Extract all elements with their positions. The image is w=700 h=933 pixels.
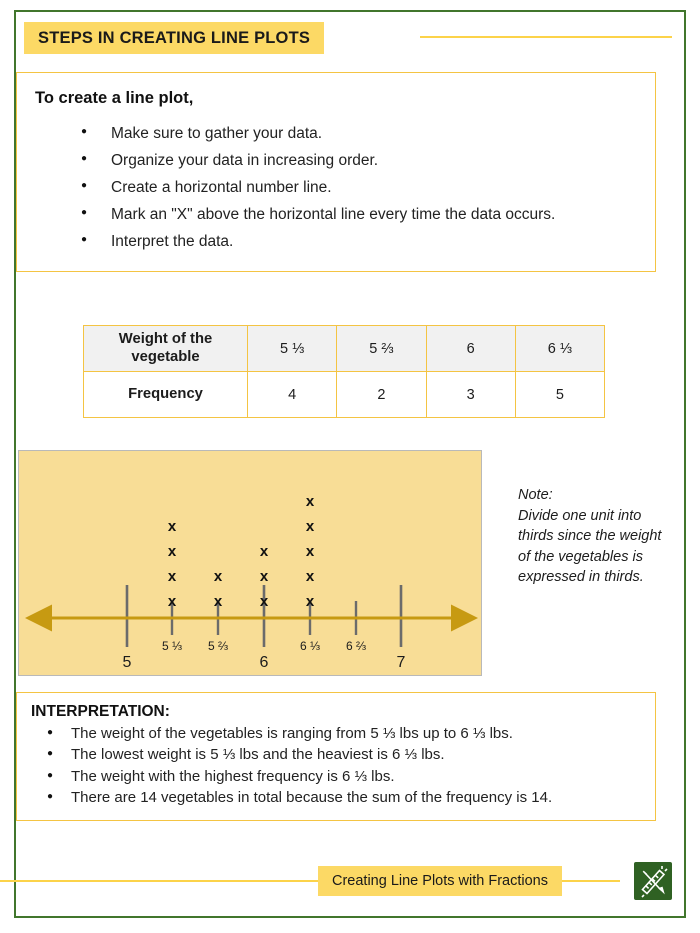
axis-label-minor: 5 ⅔ xyxy=(207,639,229,653)
line-plot-svg xyxy=(19,451,481,675)
plot-x-mark: x xyxy=(259,543,269,560)
steps-intro: To create a line plot, xyxy=(35,89,194,107)
list-item: ● The lowest weight is 5 ⅓ lbs and the heaviest is 6 ⅓ lbs. xyxy=(47,744,641,765)
plot-x-mark: x xyxy=(305,493,315,510)
table-cell-frequency: 2 xyxy=(337,372,426,418)
list-item: ● Mark an "X" above the horizontal line every time the data occurs. xyxy=(81,203,637,227)
table-row-label: Weight of the vegetable xyxy=(84,326,248,372)
table-cell-frequency: 5 xyxy=(515,372,604,418)
note-text: Divide one unit into thirds since the weight of the vegetables is expressed in thirds. xyxy=(518,507,662,586)
table-row-label: Frequency xyxy=(84,372,248,418)
plot-x-mark: x xyxy=(259,593,269,610)
line-plot-panel xyxy=(18,450,482,676)
table-cell-weight: 5 ⅓ xyxy=(248,326,337,372)
interpretation-title: INTERPRETATION: xyxy=(31,703,170,720)
table-cell-frequency: 3 xyxy=(426,372,515,418)
plot-x-mark: x xyxy=(305,593,315,610)
list-item: ● Make sure to gather your data. xyxy=(81,122,637,146)
interpretation-box xyxy=(16,692,656,821)
table-cell-weight: 6 xyxy=(426,326,515,372)
axis-label-minor: 6 ⅓ xyxy=(299,639,321,653)
header-rule xyxy=(420,36,672,38)
steps-box xyxy=(16,72,656,272)
axis-label-minor: 6 ⅔ xyxy=(345,639,367,653)
plot-x-mark: x xyxy=(167,593,177,610)
axis-label-major: 7 xyxy=(396,654,406,671)
plot-x-mark: x xyxy=(167,568,177,585)
table-row xyxy=(84,326,605,372)
axis-label-minor: 5 ⅓ xyxy=(161,639,183,653)
note-block xyxy=(518,485,670,588)
plot-x-mark: x xyxy=(305,518,315,535)
footer-title: Creating Line Plots with Fractions xyxy=(318,866,562,896)
list-item: ● There are 14 vegetables in total because the sum of the frequency is 14. xyxy=(47,787,641,808)
list-item: ● The weight with the highest frequency is 6 ⅓ lbs. xyxy=(47,766,641,787)
table-cell-frequency: 4 xyxy=(248,372,337,418)
frequency-table xyxy=(83,325,605,418)
table-cell-weight: 5 ⅔ xyxy=(337,326,426,372)
axis-label-major: 5 xyxy=(122,654,132,671)
interpretation-list xyxy=(31,723,641,808)
plot-x-mark: x xyxy=(305,568,315,585)
header xyxy=(0,22,672,54)
ruler-pencil-glyph xyxy=(634,862,672,900)
ruler-pencil-icon xyxy=(634,862,672,900)
steps-list xyxy=(35,122,637,254)
list-item: ● Create a horizontal number line. xyxy=(81,176,637,200)
list-item: ● Organize your data in increasing order. xyxy=(81,149,637,173)
list-item: ● The weight of the vegetables is ranging from 5 ⅓ lbs up to 6 ⅓ lbs. xyxy=(47,723,641,744)
plot-x-mark: x xyxy=(167,543,177,560)
list-item: ● Interpret the data. xyxy=(81,230,637,254)
plot-x-mark: x xyxy=(213,568,223,585)
page-title: STEPS IN CREATING LINE PLOTS xyxy=(24,22,324,54)
table-row xyxy=(84,372,605,418)
plot-x-mark: x xyxy=(213,593,223,610)
table-cell-weight: 6 ⅓ xyxy=(515,326,604,372)
axis-label-major: 6 xyxy=(259,654,269,671)
plot-x-mark: x xyxy=(259,568,269,585)
plot-x-mark: x xyxy=(167,518,177,535)
plot-x-mark: x xyxy=(305,543,315,560)
note-label: Note: xyxy=(518,487,553,503)
